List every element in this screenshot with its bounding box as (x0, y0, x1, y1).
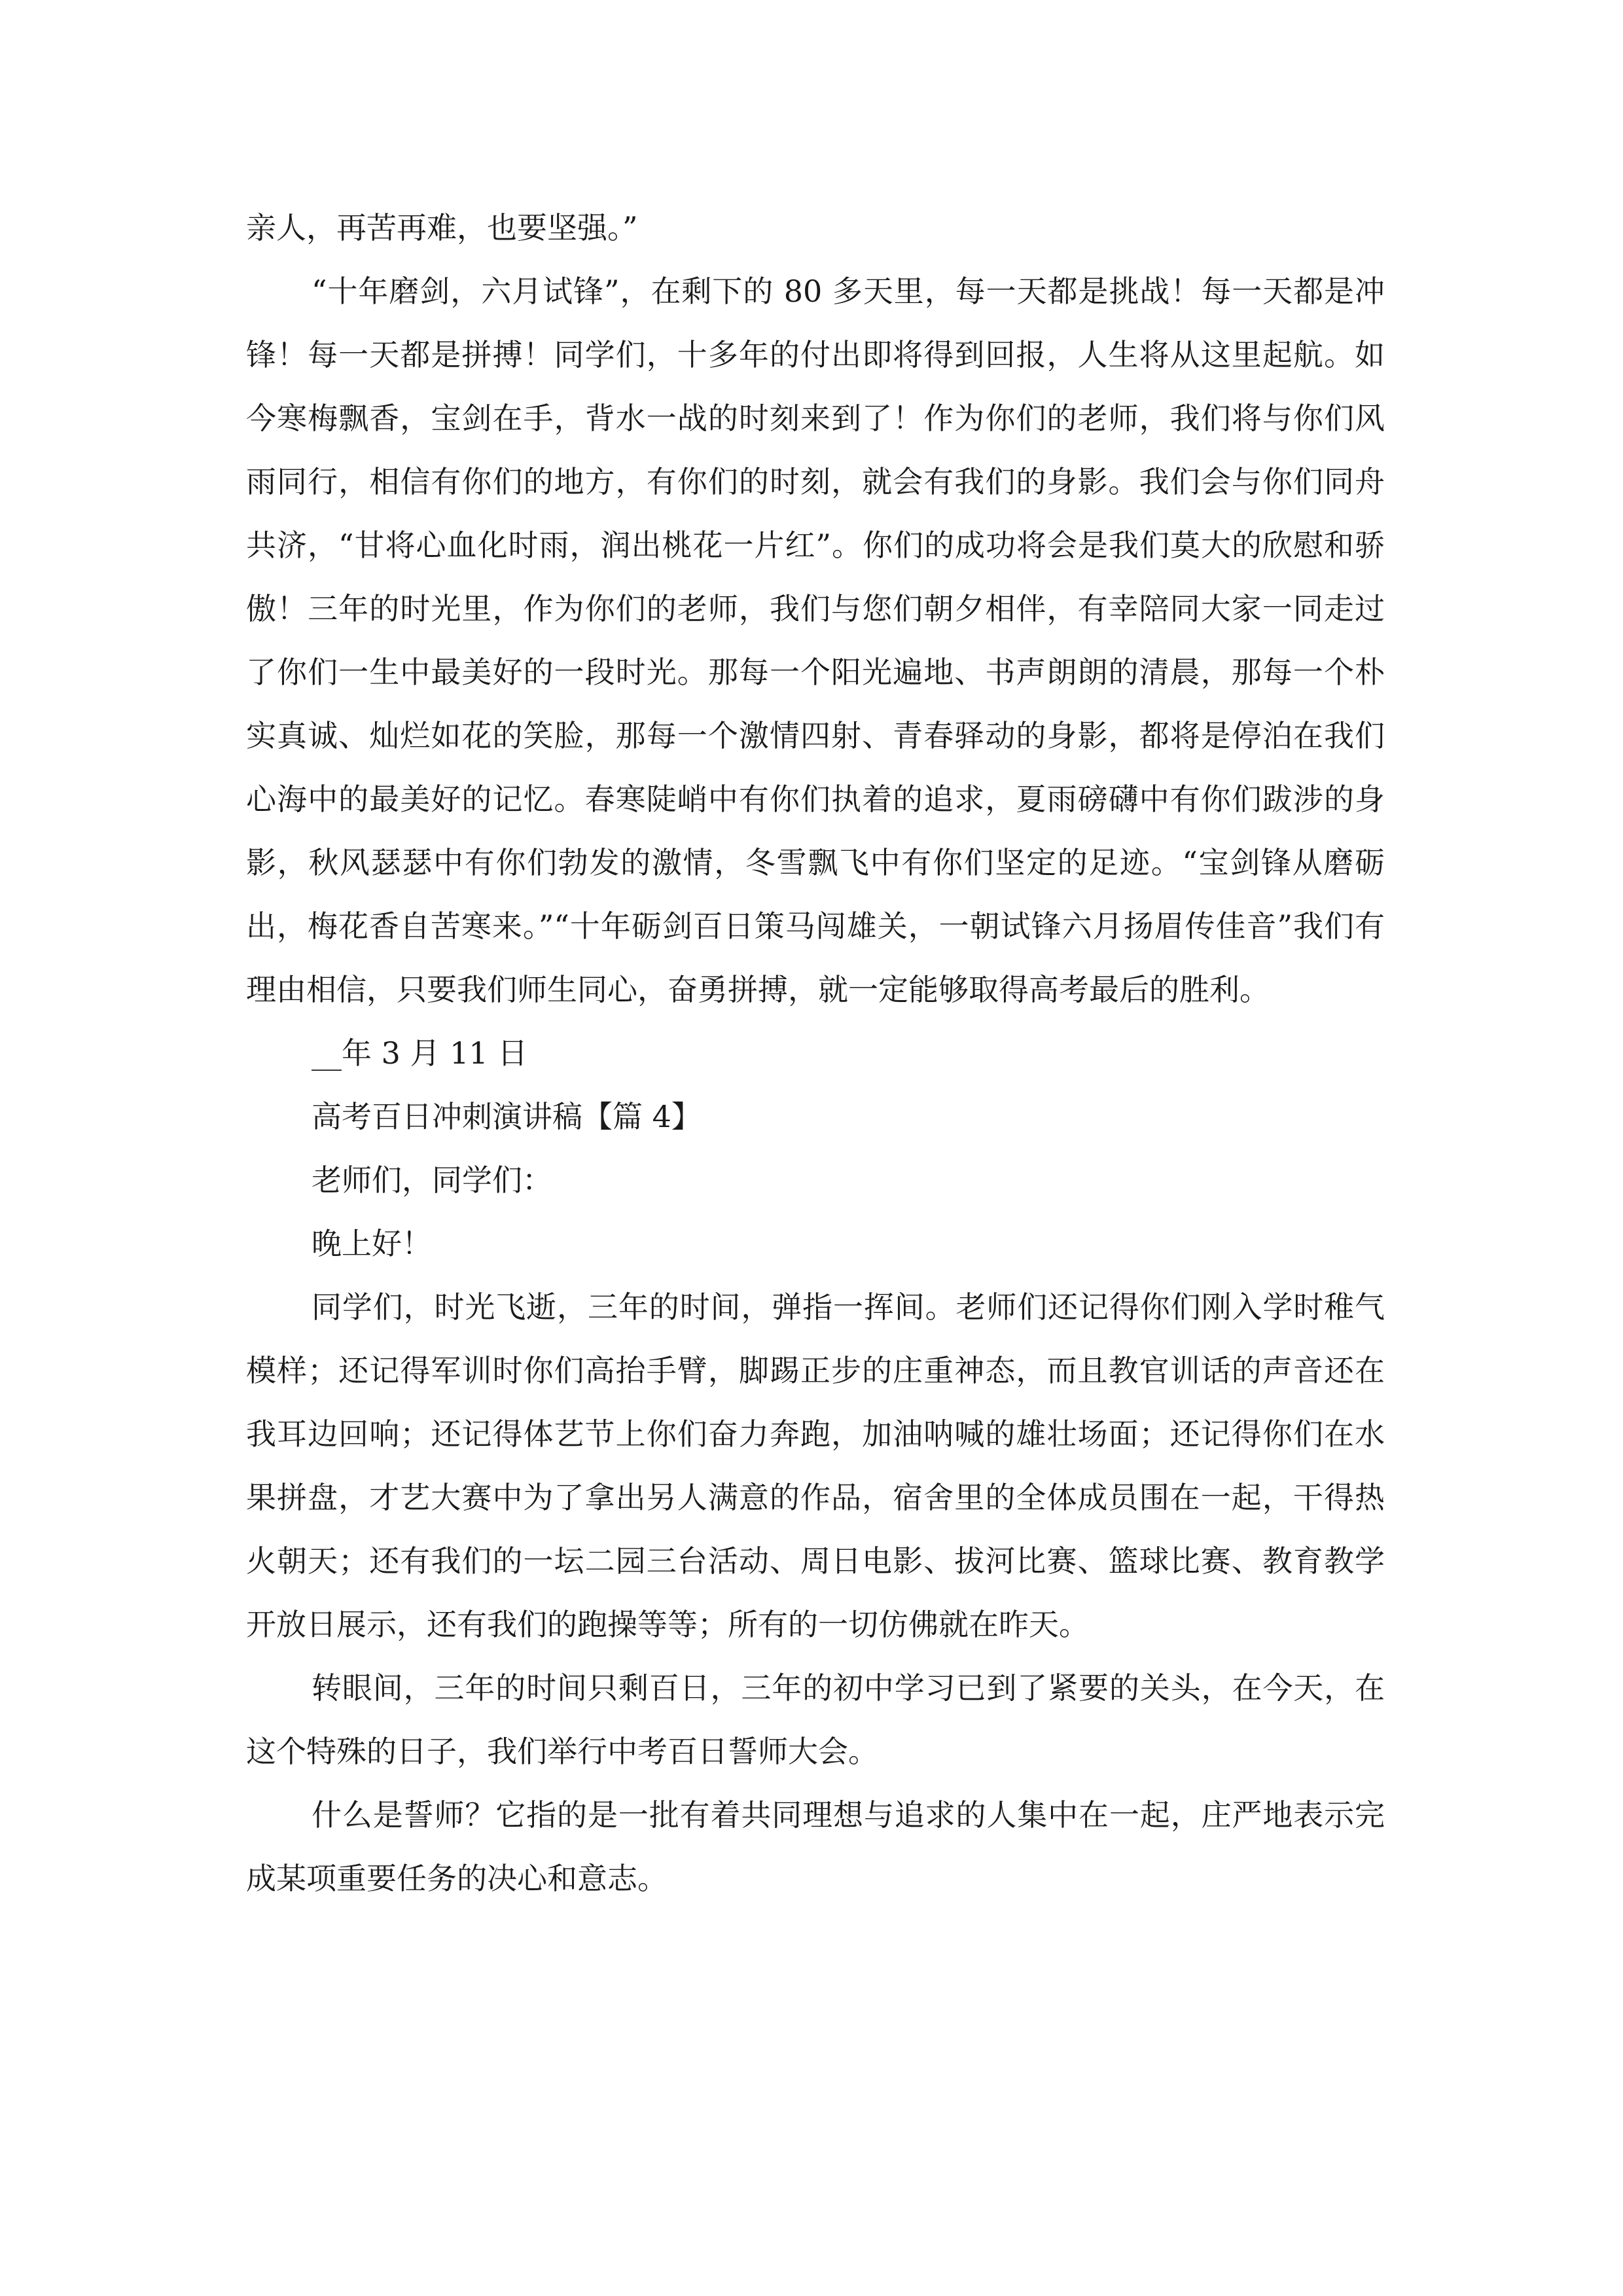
paragraph-memories: 同学们，时光飞逝，三年的时间，弹指一挥间。老师们还记得你们刚入学时稚气模样；还记得军训时你们高抬手臂，脚踢正步的庄重神态，而且教官训话的声音还在我耳边回响；还记得体艺节上你们奋力奔跑，加油呐喊的雄壮场面；还记得你们在水果拼盘，才艺大赛中为了拿出另人满意的作品，宿舍里的全体成员围在一起，干得热火朝天；还有我们的一坛二园三台活动、周日电影、拔河比赛、篮球比赛、教育教学开放日展示，还有我们的跑操等等；所有的一切仿佛就在昨天。 (246, 1289, 1385, 1642)
paragraph-oath-definition: 什么是誓师？它指的是一批有着共同理想与追求的人集中在一起，庄严地表示完成某项重要任务的决心和意志。 (246, 1797, 1385, 1896)
salutation: 老师们，同学们： (312, 1162, 552, 1198)
paragraph-encouragement: “十年磨剑，六月试锋”，在剩下的 80 多天里，每一天都是挑战！每一天都是冲锋！每一天都是拼搏！同学们，十多年的付出即将得到回报，人生将从这里起航。如今寒梅飘香，宝剑在手，背水一战的时刻来到了！作为你们的老师，我们将与你们风雨同行，相信有你们的地方，有你们的时刻，就会有我们的身影。我们会与你们同舟共济，“甘将心血化时雨，润出桃花一片红”。你们的成功将会是我们莫大的欣慰和骄傲！三年的时光里，作为你们的老师，我们与您们朝夕相伴，有幸陪同大家一同走过了你们一生中最美好的一段时光。那每一个阳光遍地、书声朗朗的清晨，那每一个朴实真诚、灿烂如花的笑脸，那每一个激情四射、青春驿动的身影，都将是停泊在我们心海中的最美好的记忆。春寒陡峭中有你们执着的追求，夏雨磅礴中有你们跋涉的身影，秋风瑟瑟中有你们勃发的激情，冬雪飘飞中有你们坚定的足迹。“宝剑锋从磨砺出，梅花香自苦寒来。”“十年砺剑百日策马闯雄关，一朝试锋六月扬眉传佳音”我们有理由相信，只要我们师生同心，奋勇拼搏，就一定能够取得高考最后的胜利。 (246, 274, 1385, 1007)
paragraph-hundred-days: 转眼间，三年的时间只剩百日，三年的初中学习已到了紧要的关头，在今天，在这个特殊的日子，我们举行中考百日誓师大会。 (246, 1670, 1385, 1769)
paragraph-continuation: 亲人，再苦再难，也要坚强。” (246, 210, 638, 245)
section-title: 高考百日冲刺演讲稿【篇 4】 (312, 1099, 702, 1134)
document-body (246, 196, 1385, 1910)
date-line: __年 3 月 11 日 (312, 1035, 528, 1071)
greeting: 晚上好！ (312, 1226, 432, 1261)
